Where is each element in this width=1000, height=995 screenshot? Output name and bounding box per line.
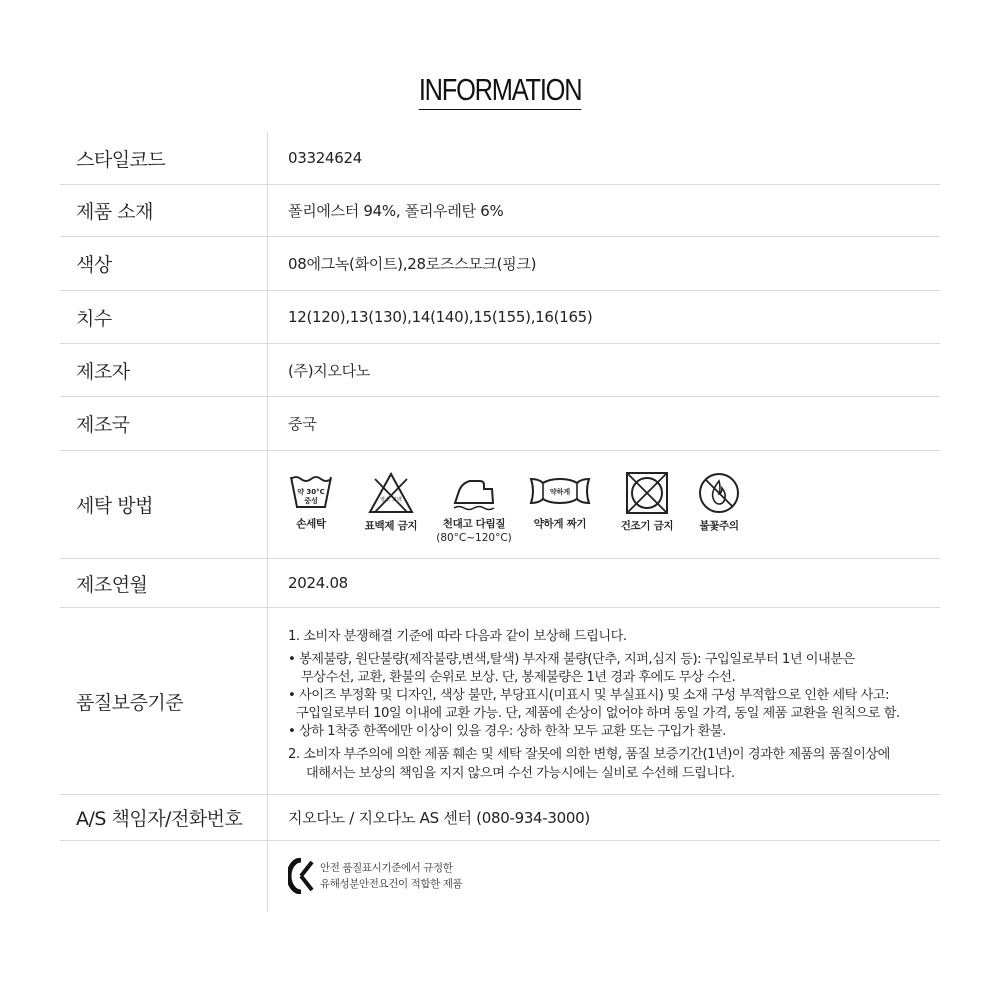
- wring-inner: 약하게: [549, 488, 571, 496]
- date-label: 제조연월: [76, 573, 148, 596]
- row-quality: [60, 608, 940, 795]
- quality-line: 대해서는 보상의 책임을 지지 않으며 수선 가능시에는 실비로 수선해 드립니다.: [306, 766, 735, 781]
- wash-wring: [510, 471, 610, 531]
- size-value: 12(120),13(130),14(140),15(155),16(165): [288, 308, 593, 326]
- wash-iron: [424, 471, 524, 545]
- no-bleach-inner2: 표백: [392, 497, 402, 503]
- kc-line1: 안전 품질표시기준에서 규정한: [320, 862, 453, 874]
- material-label: 제품 소재: [76, 201, 153, 223]
- row-kc: [60, 841, 940, 912]
- color-label: 색상: [76, 254, 112, 276]
- quality-line: • 상하 1착중 한쪽에만 이상이 있을 경우: 상하 한착 모두 교환 또는 구입가 환불.: [288, 724, 726, 739]
- washing-label: 세탁 방법: [76, 495, 153, 517]
- row-date: [60, 559, 940, 608]
- kc-text: [320, 860, 462, 892]
- fire-label: 불꽃주의: [699, 520, 739, 532]
- no-dryer-label: 건조기 금지: [620, 520, 674, 532]
- row-maker: [60, 344, 940, 397]
- row-color: [60, 237, 940, 291]
- row-style-code: [60, 132, 940, 185]
- fire-caution-icon: [697, 471, 741, 515]
- material-value: 폴리에스터 94%, 폴리우레탄 6%: [288, 202, 504, 220]
- country-label: 제조국: [76, 414, 130, 436]
- row-washing: [60, 451, 940, 559]
- iron-temp: (80°C~120°C): [436, 532, 512, 544]
- kc-mark: [288, 858, 462, 894]
- color-value: 08에그녹(화이트),28로즈스모크(핑크): [288, 255, 537, 273]
- kc-certification-icon: [288, 858, 314, 894]
- kc-line2: 유해성분안전요건이 적합한 제품: [320, 878, 463, 890]
- hand-wash-neutral: 중성: [304, 497, 318, 505]
- gentle-wring-icon: [529, 471, 591, 511]
- quality-line: 무상수선, 교환, 환불의 순위로 보상. 단, 봉제불량은 1년 경과 후에도 무상 수선.: [301, 670, 736, 685]
- page-title-wrap: [0, 72, 1000, 110]
- iron-label: 천대고 다림질: [442, 518, 506, 530]
- wash-fire: [669, 471, 769, 533]
- hand-wash-icon: [289, 471, 333, 511]
- quality-line: • 봉제불량, 원단불량(제작불량,변색,탈색) 부자재 불량(단추, 지퍼,심지 등): 구입일로부터 1년 이내분은: [288, 652, 855, 667]
- maker-value: (주)지오다노: [288, 361, 371, 380]
- quality-line: 2. 소비자 부주의에 의한 제품 훼손 및 세탁 잘못에 의한 변형, 품질 보증기간(1년)이 경과한 제품의 품질이상에: [288, 747, 890, 762]
- as-value: 지오다노 / 지오다노 AS 센터 (080-934-3000): [288, 809, 590, 827]
- maker-label: 제조자: [76, 360, 130, 383]
- no-bleach-label: 표백제 금지: [364, 520, 418, 532]
- style-code-label: 스타일코드: [76, 148, 166, 171]
- no-bleach-inner1: 염소: [380, 497, 390, 503]
- date-value: 2024.08: [288, 574, 348, 592]
- quality-line: 1. 소비자 분쟁해결 기준에 따라 다음과 같이 보상해 드립니다.: [288, 629, 627, 644]
- country-value: 중국: [288, 415, 317, 433]
- row-country: [60, 397, 940, 451]
- row-size: [60, 291, 940, 344]
- quality-line: • 사이즈 부정확 및 디자인, 색상 불만, 부당표시(미표시 및 부실표시) 및 소재 구성 부적합으로 인한 세탁 사고:: [288, 688, 890, 703]
- no-bleach-icon: [367, 471, 415, 515]
- hand-wash-temp: 약 30°C: [297, 488, 325, 496]
- size-label: 치수: [76, 307, 112, 330]
- iron-icon: [452, 471, 496, 511]
- quality-label: 품질보증기준: [76, 691, 184, 714]
- row-as: [60, 795, 940, 841]
- page-title: INFORMATION: [419, 72, 582, 110]
- row-material: [60, 185, 940, 237]
- wring-label: 약하게 짜기: [533, 518, 587, 530]
- no-tumble-dry-icon: [625, 471, 669, 515]
- style-code-value: 03324624: [288, 149, 362, 167]
- hand-wash-label: 손세탁: [296, 518, 326, 530]
- as-label: A/S 책임자/전화번호: [76, 808, 243, 830]
- quality-line: 구입일로부터 10일 이내에 교환 가능. 단, 제품에 손상이 없어야 하며 동일 가격, 동일 제품 교환을 원칙으로 함.: [296, 706, 900, 721]
